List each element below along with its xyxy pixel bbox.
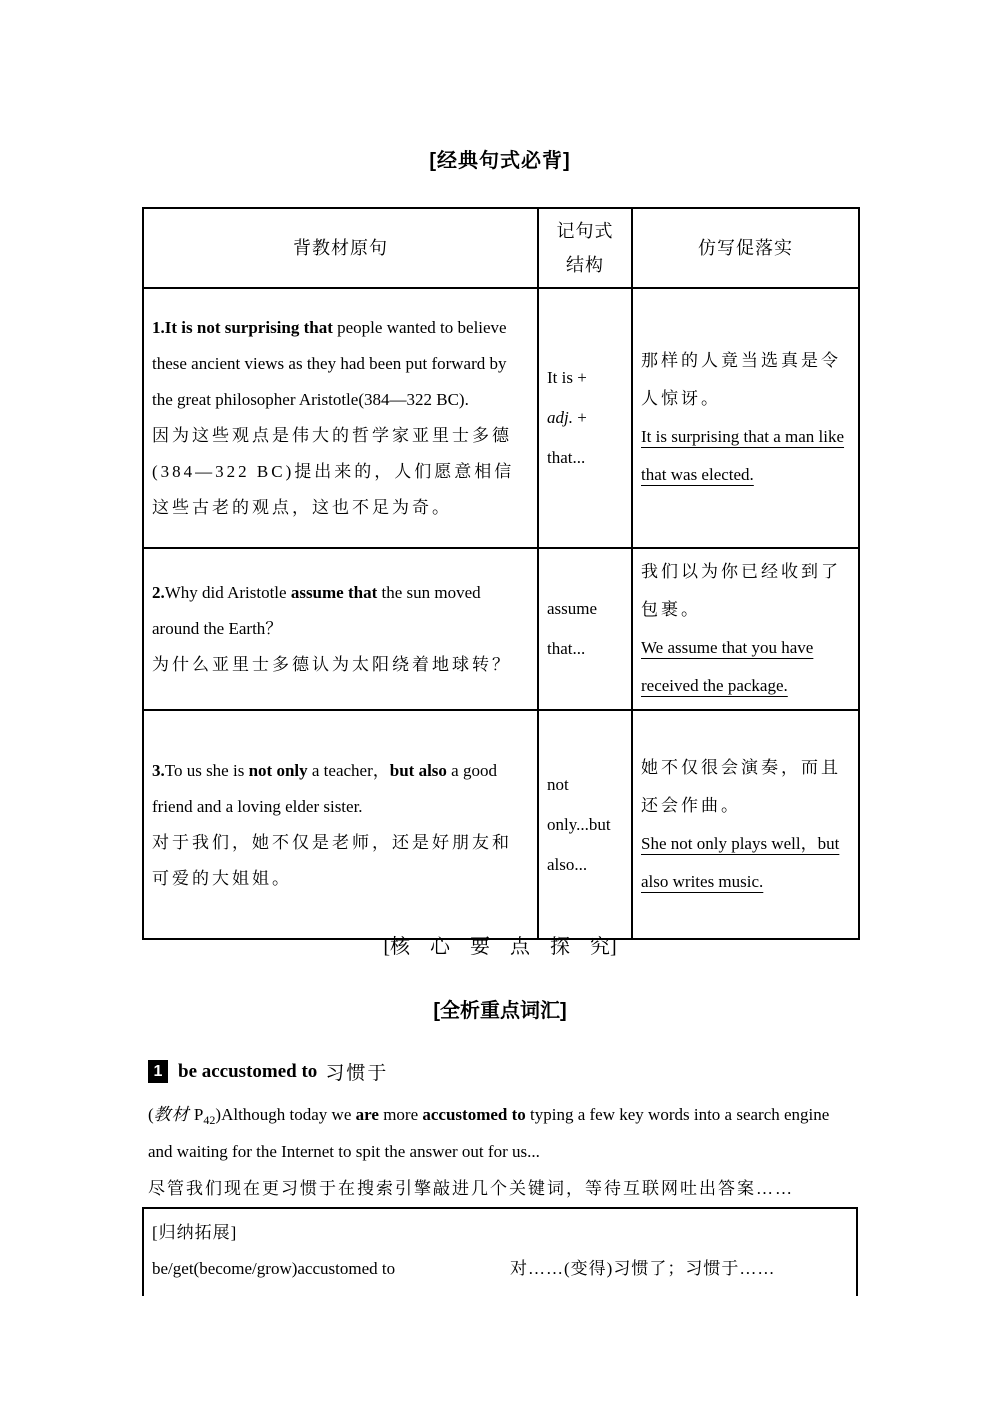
pattern-line: only...but [547,814,611,834]
page-number-subscript: 42 [203,1113,216,1127]
pattern-cell [538,548,632,710]
practice-cell [632,710,859,939]
pattern-line [547,398,627,438]
vocab-section-heading: [全析重点词汇] [433,1000,567,1022]
vocab-entry-heading [148,1058,388,1085]
plain-text: a teacher， [307,760,390,780]
practice-english-underlined: It is surprising that a man like that was elected. [641,427,845,484]
vocab-term-chinese: 习惯于 [325,1063,389,1084]
practice-cell [632,288,859,548]
pattern-line: also... [547,854,588,874]
bold-number: 3. [152,760,165,780]
core-points-heading: [核 心 要 点 探 究] [383,936,617,958]
header-source-column: 背教材原句 [143,208,538,288]
textbook-label: 教材 [153,1105,190,1124]
table-row [143,288,859,548]
page-title: [经典句式必背] [429,150,571,172]
pattern-cell [538,710,632,939]
bold-number: 2. [152,583,165,602]
paren: ( [148,1105,154,1124]
expansion-phrase: be/get(become/grow)accustomed to [152,1259,396,1278]
plain-text: Why did Aristotle [164,583,291,602]
plain-text: + [572,408,587,427]
example-english [148,1096,855,1170]
bold-phrase: accustomed to [422,1105,526,1124]
practice-english-underlined: We assume that you have received the package. [641,638,814,695]
expansion-box [142,1207,858,1296]
expansion-label: [归纳拓展] [152,1223,238,1242]
pattern-cell [538,288,632,548]
header-practice-column: 仿写促落实 [632,208,859,288]
plain-text: To us she is [164,760,249,780]
bold-phrase: but also [389,760,447,780]
pattern-line: assume [547,599,598,618]
source-chinese: 对于我们，她不仅是老师，还是好朋友和可爱的大姐姐。 [152,832,512,888]
practice-chinese: 我们以为你已经收到了包裹。 [641,562,841,619]
vocab-term: be accustomed to [178,1060,318,1082]
practice-chinese: 那样的人竟当选真是令人惊讶。 [641,351,841,408]
table-header-row [143,208,859,288]
practice-english-underlined: She not only plays well，but also writes music. [641,833,840,891]
example-chinese: 尽管我们现在更习惯于在搜索引擎敲进几个关键词，等待互联网吐出答案…… [148,1179,794,1198]
bold-phrase: assume that [290,583,378,602]
bold-phrase: not only [248,760,308,780]
pattern-line: that... [547,448,586,467]
plain-text: more [378,1105,423,1124]
entry-number-badge: 1 [148,1060,168,1083]
bold-word: are [355,1105,379,1124]
source-sentence-cell [143,548,538,710]
pattern-line: It is + [547,368,587,387]
header-pattern-column [538,208,632,288]
pattern-line: that... [547,639,586,658]
expansion-meaning: 对……(变得)习惯了；习惯于…… [510,1259,776,1278]
plain-text: people wanted to believe these ancient views as they had been put forward by the great philosopher Aristotle(384—322 BC). [152,318,507,409]
plain-text: a good friend and a loving elder sister. [152,760,497,816]
practice-chinese: 她不仅很会演奏，而且还会作曲。 [641,757,841,815]
pattern-line: not [547,774,569,794]
source-english [152,575,527,647]
source-english [152,753,527,825]
plain-text: Although today we [221,1105,356,1124]
source-english [152,310,527,418]
table-row [143,548,859,710]
plain-text: the sun moved around the Earth？ [152,583,481,638]
source-sentence-cell [143,288,538,548]
source-chinese: 因为这些观点是伟大的哲学家亚里士多德(384—322 BC)提出来的，人们愿意相信这些古老的观点，这也不足为奇。 [152,426,515,517]
table-row [143,710,859,939]
plain-text: typing a few key words into a search engine and waiting for the Internet to spit the answer out for us... [148,1105,830,1161]
source-chinese: 为什么亚里士多德认为太阳绕着地球转？ [152,655,512,674]
italic-adj: adj. [547,408,573,427]
header-pattern-line1: 记句式 [556,221,614,241]
sentence-pattern-table [142,207,860,940]
bold-phrase: 1.It is not surprising that [152,318,333,337]
textbook-example [148,1096,855,1207]
expansion-entry [152,1253,848,1285]
source-sentence-cell [143,710,538,939]
page-ref: P [189,1105,204,1124]
practice-cell [632,548,859,710]
header-pattern-line2: 结构 [566,255,604,275]
paren: ) [215,1105,222,1124]
